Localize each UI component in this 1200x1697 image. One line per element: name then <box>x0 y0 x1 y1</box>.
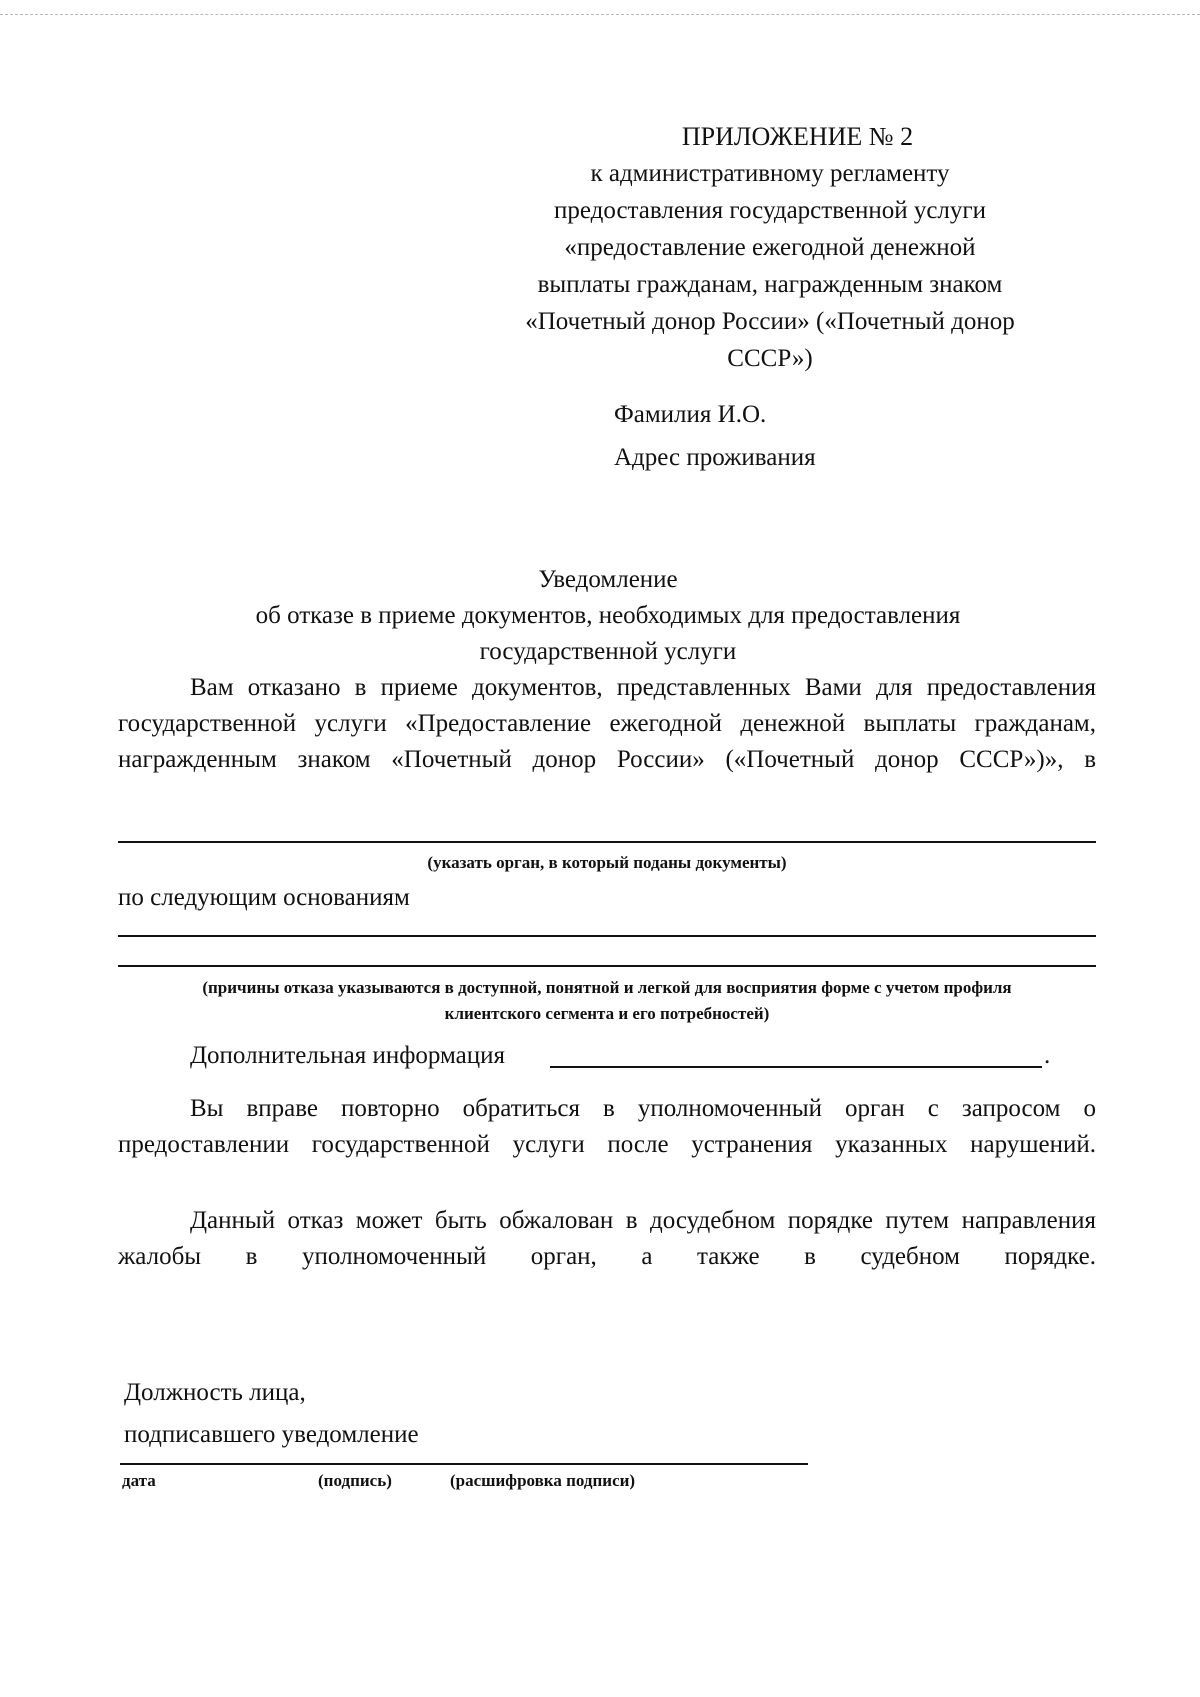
signatory-position-line2: подписавшего уведомление <box>124 1421 419 1448</box>
annex-header <box>460 118 1080 377</box>
reasons-fill-line <box>118 935 1096 937</box>
annex-line: выплаты гражданам, награжденным знаком <box>537 271 1003 298</box>
notice-heading <box>118 562 1098 670</box>
sign-label: (подпись) <box>318 1471 392 1490</box>
appeal-paragraph <box>118 1203 1096 1275</box>
reasons-caption-line1: (причины отказа указываются в доступной, понятной и легкой для восприятия форме с учетом профиля <box>202 978 1012 997</box>
additional-info-fill-line <box>550 1066 1042 1068</box>
reapply-paragraph <box>118 1091 1096 1163</box>
grounds-label: по следующим основаниям <box>118 884 410 911</box>
annex-line: СССР») <box>727 345 813 372</box>
annex-title: ПРИЛОЖЕНИЕ № 2 <box>681 122 914 151</box>
additional-info-tail: . <box>1044 1042 1051 1069</box>
signature-fill-line <box>120 1463 808 1465</box>
recipient-name: Фамилия И.О. <box>614 401 767 428</box>
reasons-fill-line <box>118 965 1096 967</box>
reasons-caption <box>118 975 1096 1027</box>
organ-fill-line <box>118 841 1096 843</box>
annex-line: «предоставление ежегодной денежной <box>564 234 976 261</box>
notice-title: Уведомление <box>538 566 678 593</box>
appeal-text: Данный отказ может быть обжалован в досудебном порядке путем направления жалобы в уполномоченный орган, а также в судебном порядке. <box>118 1207 1096 1270</box>
date-label: дата <box>122 1471 156 1490</box>
additional-info-label: Дополнительная информация <box>190 1042 506 1069</box>
reapply-text: Вы вправе повторно обратиться в уполномоченный орган с запросом о предоставлении государственной услуги после устранения указанных нарушений. <box>118 1095 1096 1158</box>
annex-line: предоставления государственной услуги <box>553 197 987 224</box>
decode-label: (расшифровка подписи) <box>450 1471 636 1490</box>
annex-line: «Почетный донор России» («Почетный донор <box>525 308 1015 335</box>
notice-body-text: Вам отказано в приеме документов, представленных Вами для предоставления государственной услуги «Предоставление ежегодной денежной выплаты гражданам, награжденным знаком «Почетный донор России» («Почетный донор СССР»)», в <box>118 674 1096 773</box>
notice-body <box>118 670 1096 778</box>
annex-line: к административному регламенту <box>590 160 950 187</box>
signatory-position <box>124 1372 419 1456</box>
scan-edge-divider <box>0 14 1200 15</box>
signatory-position-line1: Должность лица, <box>124 1379 306 1406</box>
recipient-address: Адрес проживания <box>614 444 816 471</box>
notice-subtitle-line2: государственной услуги <box>479 638 737 665</box>
notice-subtitle-line1: об отказе в приеме документов, необходимых для предоставления <box>255 602 961 629</box>
reasons-caption-line2: клиентского сегмента и его потребностей) <box>444 1004 770 1023</box>
organ-caption: (указать орган, в который поданы документы) <box>427 853 787 872</box>
